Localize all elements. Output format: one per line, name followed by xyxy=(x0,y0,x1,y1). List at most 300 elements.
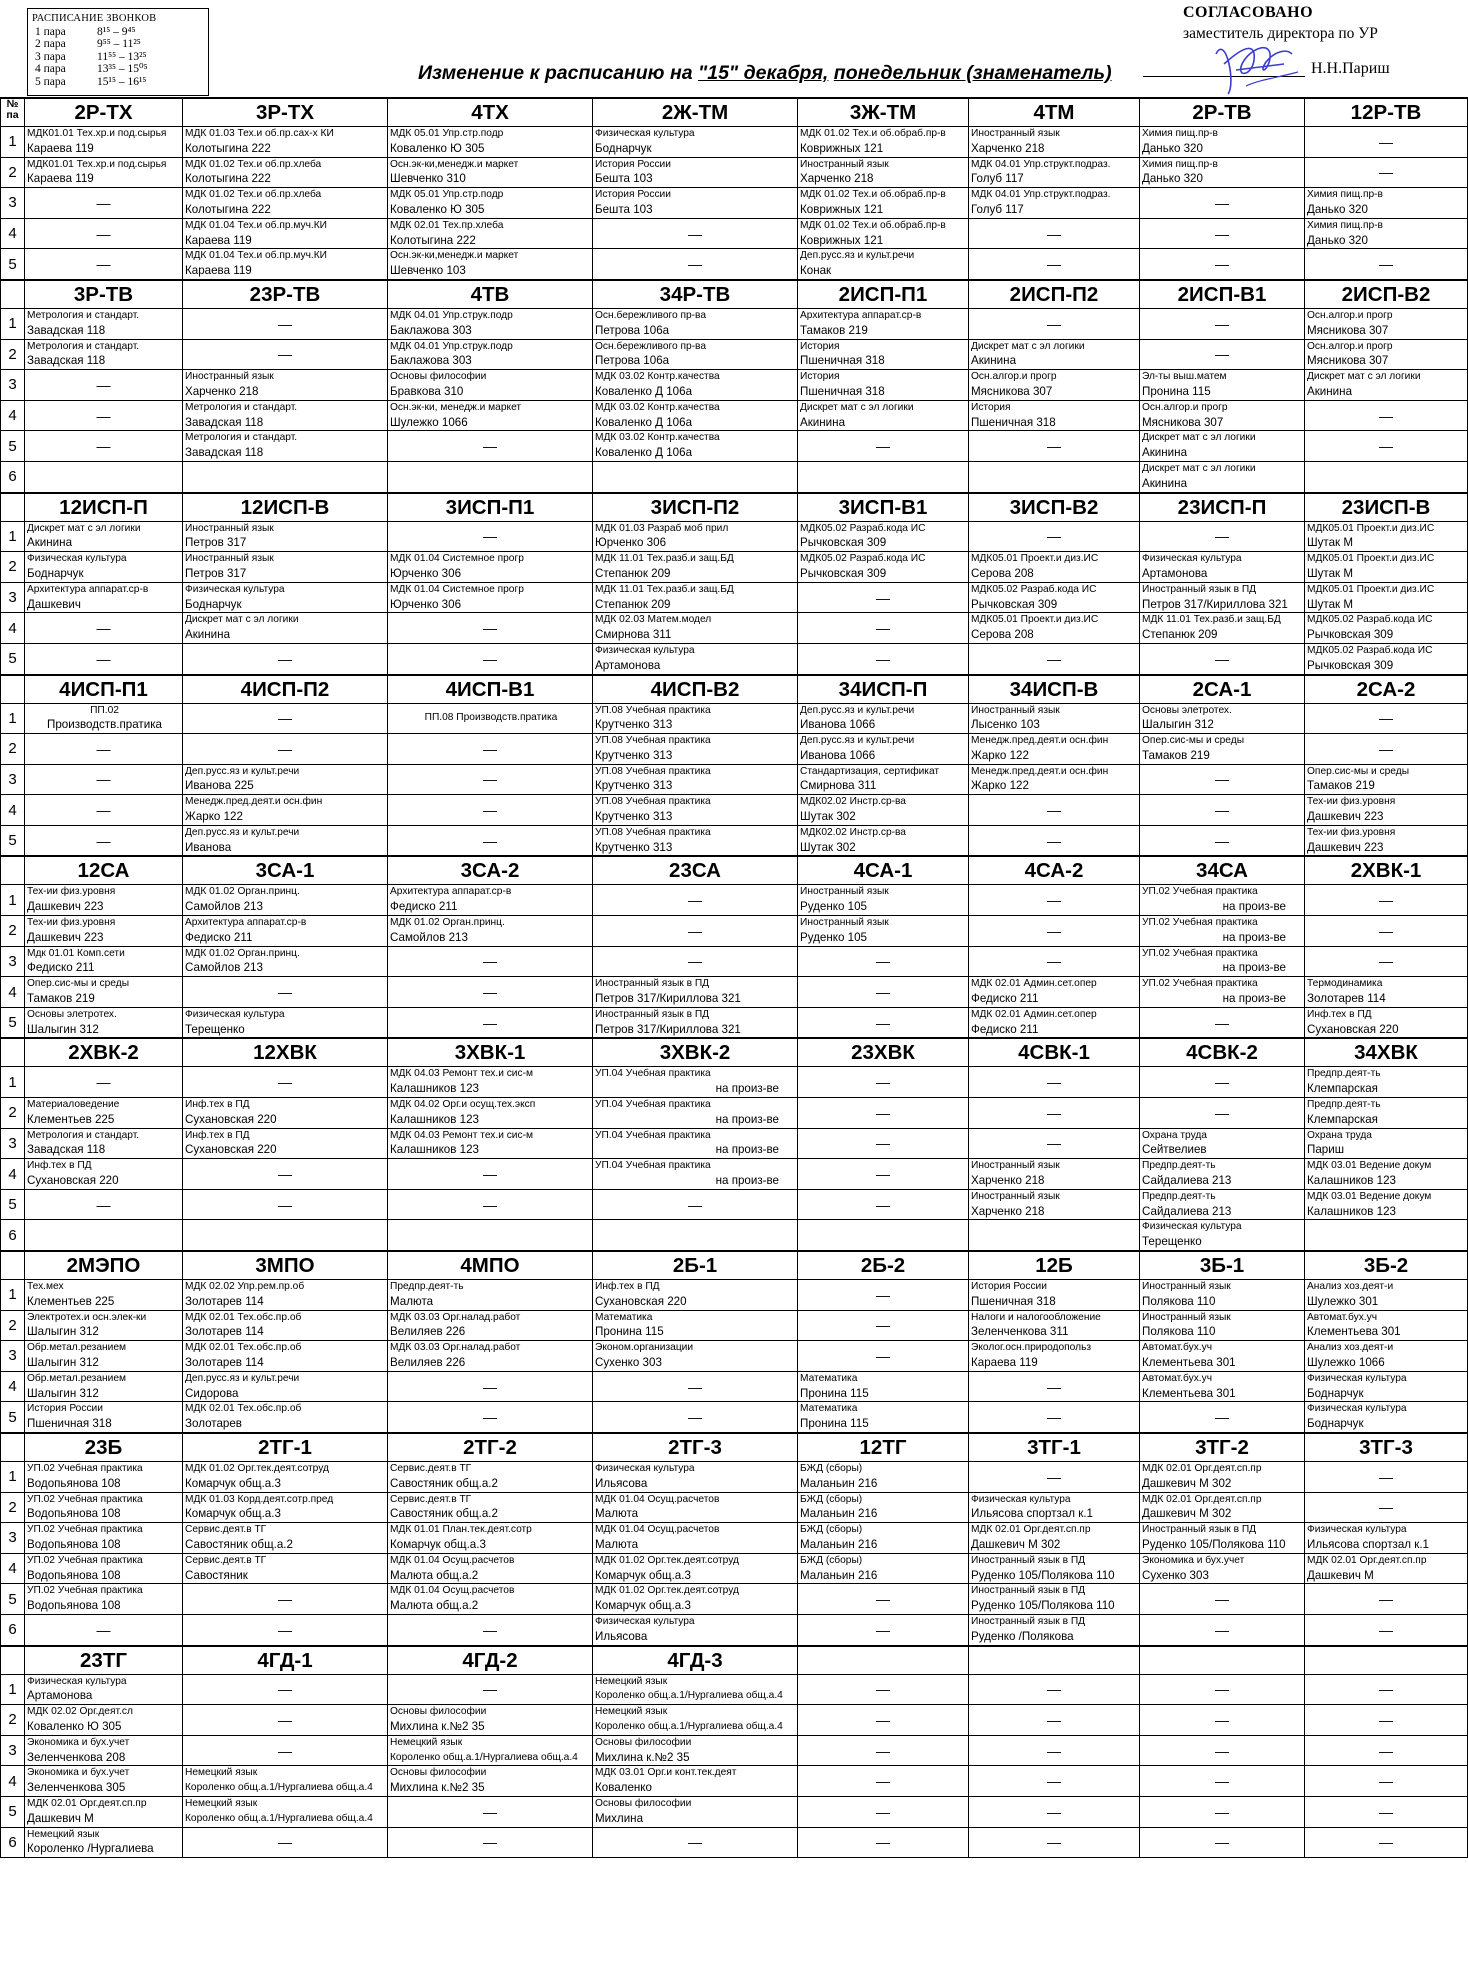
lesson-subject: Инф.тех в ПД xyxy=(1307,1008,1372,1020)
lesson-cell xyxy=(969,1523,1140,1554)
lesson-cell xyxy=(183,916,388,947)
lesson-teacher-room: Рычковская 309 xyxy=(800,566,887,580)
pair-number: 3 xyxy=(1,370,25,401)
empty-slot: — xyxy=(183,339,388,370)
empty-slot: — xyxy=(1140,1735,1305,1766)
lesson-teacher-room: Данько 320 xyxy=(1307,202,1368,216)
lesson-cell xyxy=(183,218,388,249)
empty-slot: — xyxy=(969,825,1140,856)
lesson-subject: Осн.бережливого пр-ва xyxy=(595,340,707,352)
lesson-subject: ПП.08 Производств.пратика xyxy=(424,711,558,723)
lesson-cell xyxy=(798,825,969,856)
lesson-cell xyxy=(25,1584,183,1615)
lesson-subject: Иностранный язык xyxy=(800,917,889,929)
lesson-teacher-room: Мясникова 307 xyxy=(1307,323,1389,337)
lesson-subject: Менедж.пред.деят.и осн.фин xyxy=(971,735,1109,747)
lesson-subject: МДК 01.02 Орган.принц. xyxy=(185,947,300,959)
lesson-teacher-room: Караева 119 xyxy=(27,172,94,186)
lesson-cell xyxy=(183,1280,388,1311)
empty-slot: — xyxy=(25,249,183,280)
pair-number: 1 xyxy=(1,1280,25,1311)
empty-slot: — xyxy=(183,977,388,1008)
lesson-teacher-room: Ильясова xyxy=(595,1629,648,1643)
lesson-subject: Мдк 01.01 Комп.сети xyxy=(27,947,125,959)
empty-slot: — xyxy=(388,1402,593,1433)
lesson-cell xyxy=(25,1705,183,1736)
lesson-teacher-room: Короленко общ.а.1/Нургалиева общ.а.4 xyxy=(595,1720,783,1732)
lesson-subject: УП.08 Учебная практика xyxy=(595,796,711,808)
empty-slot: — xyxy=(1140,1614,1305,1645)
lesson-subject: Физическая культура xyxy=(595,1615,695,1627)
lesson-row xyxy=(1,1310,1468,1341)
lesson-cell xyxy=(1305,1007,1468,1038)
lesson-subject: МДК05.02 Разраб.кода ИС xyxy=(1307,614,1433,626)
group-header: 2СА-1 xyxy=(1140,675,1305,704)
lesson-teacher-room: Дашкевич М 302 xyxy=(1142,1476,1232,1490)
empty-slot: — xyxy=(798,643,969,674)
lesson-row xyxy=(1,1341,1468,1372)
empty-slot: — xyxy=(1305,127,1468,158)
lesson-cell xyxy=(388,552,593,583)
lesson-cell xyxy=(388,1735,593,1766)
lesson-cell xyxy=(25,1766,183,1797)
lesson-cell xyxy=(183,1523,388,1554)
lesson-cell xyxy=(1305,1159,1468,1190)
lesson-cell xyxy=(1305,764,1468,795)
lesson-row xyxy=(1,582,1468,613)
lesson-cell xyxy=(593,977,798,1008)
lesson-cell xyxy=(593,1007,798,1038)
pair-number: 3 xyxy=(1,764,25,795)
lesson-cell xyxy=(25,127,183,158)
group-header xyxy=(1305,1646,1468,1675)
lesson-subject: Дискрет мат с эл логики xyxy=(1307,371,1421,383)
lesson-teacher-room: Терещенко xyxy=(185,1022,245,1036)
lesson-cell xyxy=(969,613,1140,644)
lesson-cell xyxy=(183,1007,388,1038)
lesson-teacher-room: Пшеничная 318 xyxy=(27,1417,112,1431)
lesson-cell xyxy=(1140,1280,1305,1311)
lesson-teacher-room: Шутак 302 xyxy=(800,840,856,854)
header-spacer xyxy=(1,675,25,704)
lesson-cell xyxy=(25,157,183,188)
lesson-teacher-room: Дашкевич М xyxy=(27,1811,94,1825)
lesson-row xyxy=(1,1523,1468,1554)
lesson-subject: Архитектура аппарат.ср-в xyxy=(185,917,307,929)
lesson-cell xyxy=(593,552,798,583)
lesson-teacher-room: Комарчук общ.а.3 xyxy=(185,1476,281,1490)
lesson-cell xyxy=(1140,734,1305,765)
lesson-row xyxy=(1,521,1468,552)
pair-number: 3 xyxy=(1,1523,25,1554)
lesson-teacher-room: Рычковская 309 xyxy=(1307,658,1394,672)
lesson-teacher-room: Караева 119 xyxy=(185,233,252,247)
bell-time: 11⁵⁵ – 13²⁵ xyxy=(97,50,147,63)
lesson-cell xyxy=(798,703,969,734)
empty-slot: — xyxy=(1305,1461,1468,1492)
lesson-row xyxy=(1,703,1468,734)
group-header: 4ИСП-П2 xyxy=(183,675,388,704)
lesson-row xyxy=(1,1128,1468,1159)
lesson-cell xyxy=(183,1371,388,1402)
group-header: 4ТВ xyxy=(388,280,593,309)
approval-heading: СОГЛАСОВАНО xyxy=(1183,4,1314,21)
lesson-teacher-room: на произ-ве xyxy=(1222,992,1286,1006)
lesson-row xyxy=(1,1705,1468,1736)
lesson-teacher-room: Пшеничная 318 xyxy=(971,1294,1056,1308)
lesson-subject: История России xyxy=(27,1403,103,1415)
lesson-row xyxy=(1,1220,1468,1251)
lesson-teacher-room: Золотарев 114 xyxy=(185,1294,264,1308)
empty-slot: — xyxy=(388,431,593,462)
lesson-teacher-room: Юрченко 306 xyxy=(390,597,462,611)
lesson-cell xyxy=(1305,339,1468,370)
page-title xyxy=(418,62,1138,85)
group-header: 3Ж-ТМ xyxy=(798,98,969,127)
empty-slot: — xyxy=(388,613,593,644)
lesson-subject: Деп.русс.яз и культ.речи xyxy=(185,765,300,777)
lesson-teacher-room: Артамонова xyxy=(1142,566,1208,580)
lesson-cell xyxy=(798,157,969,188)
lesson-subject: Осн.эк-ки,менедж.и маркет xyxy=(390,250,519,262)
empty-slot: — xyxy=(969,1402,1140,1433)
lesson-subject: Тех.мех xyxy=(27,1281,64,1292)
lesson-teacher-room: Руденко 105 xyxy=(800,930,867,944)
group-header: 12Р-ТВ xyxy=(1305,98,1468,127)
lesson-cell xyxy=(969,370,1140,401)
group-header: 3ТГ-2 xyxy=(1140,1433,1305,1462)
lesson-teacher-room: Клемпарская xyxy=(1307,1082,1378,1096)
lesson-cell xyxy=(25,521,183,552)
group-header: 2ИСП-В1 xyxy=(1140,280,1305,309)
lesson-subject: Иностранный язык xyxy=(1142,1281,1231,1292)
empty-slot: — xyxy=(1140,825,1305,856)
lesson-subject: История России xyxy=(971,1281,1047,1292)
lesson-cell xyxy=(593,1280,798,1311)
lesson-subject: УП.02 Учебная практика xyxy=(27,1554,143,1566)
lesson-teacher-room: Лысенко 103 xyxy=(971,718,1040,732)
lesson-cell xyxy=(388,1341,593,1372)
lesson-subject: Опер.сис-мы и среды xyxy=(1142,735,1245,747)
lesson-cell xyxy=(969,552,1140,583)
lesson-cell xyxy=(25,1796,183,1827)
lesson-teacher-room: Харченко 218 xyxy=(971,141,1045,155)
lesson-cell xyxy=(1140,370,1305,401)
empty-slot: — xyxy=(1305,885,1468,916)
lesson-teacher-room: Сухановская 220 xyxy=(595,1294,687,1308)
empty-slot: — xyxy=(969,249,1140,280)
group-header: 2Р-ТВ xyxy=(1140,98,1305,127)
lesson-teacher-room: Пшеничная 318 xyxy=(800,354,885,368)
lesson-teacher-room: Серова 208 xyxy=(971,566,1034,580)
lesson-subject: Менедж.пред.деят.и осн.фин xyxy=(971,765,1109,777)
lesson-cell xyxy=(593,157,798,188)
empty-slot: — xyxy=(798,1280,969,1311)
pair-number: 6 xyxy=(1,461,25,492)
lesson-subject: Предпр.деят-ть xyxy=(1142,1160,1216,1172)
lesson-cell xyxy=(1140,552,1305,583)
bell-pair: 4 пара xyxy=(35,63,66,76)
lesson-cell xyxy=(969,339,1140,370)
lesson-cell xyxy=(25,1280,183,1311)
lesson-cell xyxy=(25,339,183,370)
bell-pair: 5 пара xyxy=(35,75,66,88)
lesson-cell xyxy=(388,157,593,188)
lesson-row xyxy=(1,127,1468,158)
lesson-subject: Иностранный язык xyxy=(185,371,274,383)
lesson-teacher-room: Федиско 211 xyxy=(971,992,1039,1006)
lesson-teacher-room: Петров 317/Кириллова 321 xyxy=(595,1022,741,1036)
group-header: 3Б-2 xyxy=(1305,1251,1468,1280)
lesson-teacher-room: Боднарчук xyxy=(595,141,652,155)
lesson-cell xyxy=(388,1492,593,1523)
lesson-cell xyxy=(1140,613,1305,644)
lesson-subject: Обр.метал.резанием xyxy=(27,1372,127,1384)
empty-slot: — xyxy=(969,1067,1140,1098)
lesson-cell xyxy=(25,1827,183,1858)
lesson-cell xyxy=(1305,582,1468,613)
pair-number: 4 xyxy=(1,1553,25,1584)
lesson-subject: Физическая культура xyxy=(595,644,695,656)
lesson-cell xyxy=(593,127,798,158)
lesson-teacher-room: Петров 317 xyxy=(185,536,247,550)
empty-slot: — xyxy=(388,1827,593,1858)
lesson-cell xyxy=(25,1341,183,1372)
empty-slot: — xyxy=(25,1067,183,1098)
lesson-subject: Физическая культура xyxy=(1142,553,1242,565)
lesson-subject: МДК 03.02 Контр.качества xyxy=(595,401,720,413)
pair-number: 1 xyxy=(1,1674,25,1705)
lesson-cell xyxy=(1140,1310,1305,1341)
pair-number: 1 xyxy=(1,885,25,916)
lesson-subject: Метрология и стандарт. xyxy=(185,401,298,413)
empty-slot: — xyxy=(388,977,593,1008)
lesson-subject: МДК 01.04 Тех.и об.пр.муч.КИ xyxy=(185,250,327,262)
lesson-cell xyxy=(1140,1523,1305,1554)
lesson-subject: Осн.алгор.и прогр xyxy=(1307,309,1393,321)
lesson-teacher-room: Золотарев 114 xyxy=(1307,992,1386,1006)
pair-number-header: № па xyxy=(1,98,25,127)
lesson-cell xyxy=(25,916,183,947)
lesson-subject: Иностранный язык xyxy=(800,886,889,898)
lesson-cell xyxy=(1305,643,1468,674)
lesson-subject: МДК05.01 Проект.и диз.ИС xyxy=(971,614,1099,626)
pair-number: 6 xyxy=(1,1220,25,1251)
bell-row xyxy=(32,26,208,39)
lesson-teacher-room: Маланьин 216 xyxy=(800,1537,878,1551)
lesson-cell xyxy=(183,1492,388,1523)
lesson-teacher-room: Пшеничная 318 xyxy=(800,384,885,398)
lesson-subject: УП.08 Учебная практика xyxy=(595,704,711,716)
blank-slot xyxy=(388,461,593,492)
lesson-subject: УП.02 Учебная практика xyxy=(1142,917,1258,929)
lesson-teacher-room: Золотарев 114 xyxy=(185,1355,264,1369)
lesson-teacher-room: Тамаков 219 xyxy=(800,323,868,337)
lesson-teacher-room: Крутченко 313 xyxy=(595,779,673,793)
title-date: "15" декабря, xyxy=(698,62,829,84)
lesson-subject: Эл-ты выш.матем xyxy=(1142,371,1227,383)
lesson-subject: Опер.сис-мы и среды xyxy=(1307,765,1410,777)
lesson-teacher-room: Сухенко 303 xyxy=(1142,1568,1209,1582)
lesson-cell xyxy=(1140,1371,1305,1402)
lesson-teacher-room: Голуб 117 xyxy=(971,172,1024,186)
empty-slot: — xyxy=(1305,1827,1468,1858)
header-spacer xyxy=(1,1038,25,1067)
lesson-teacher-room: Федиско 211 xyxy=(971,1022,1039,1036)
lesson-subject: Математика xyxy=(595,1311,653,1323)
lesson-teacher-room: Голуб 117 xyxy=(971,202,1024,216)
group-header: 12ИСП-П xyxy=(25,493,183,522)
group-header: 34ИСП-П xyxy=(798,675,969,704)
lesson-teacher-room: Юрченко 306 xyxy=(390,566,462,580)
lesson-teacher-room: Маланьин 216 xyxy=(800,1507,878,1521)
lesson-subject: Эконом.организации xyxy=(595,1342,694,1354)
lesson-subject: Физическая культура xyxy=(27,553,127,565)
lesson-teacher-room: Тамаков 219 xyxy=(1142,748,1210,762)
lesson-teacher-room: Жарко 122 xyxy=(971,748,1029,762)
lesson-subject: МДК 01.04 Системное прогр xyxy=(390,583,524,595)
lesson-row xyxy=(1,1614,1468,1645)
lesson-teacher-room: Завадская 118 xyxy=(185,446,264,460)
lesson-cell xyxy=(388,1310,593,1341)
lesson-subject: МДК 01.03 Разраб моб прил xyxy=(595,522,729,534)
bell-schedule-box xyxy=(27,8,209,96)
lesson-teacher-room: Артамонова xyxy=(595,658,661,672)
empty-slot: — xyxy=(593,916,798,947)
lesson-subject: МДК 01.04 Системное прогр xyxy=(390,553,524,565)
lesson-teacher-room: Мясникова 307 xyxy=(971,384,1053,398)
lesson-subject: МДК 04.01 Упр.струк.подр xyxy=(390,340,513,352)
lesson-teacher-room: Иванова 225 xyxy=(185,779,254,793)
lesson-teacher-room: Харченко 218 xyxy=(971,1204,1045,1218)
lesson-subject: Тех-ии физ.уровня xyxy=(27,917,116,929)
lesson-subject: Иностранный язык xyxy=(971,1190,1060,1202)
lesson-teacher-room: Пронина 115 xyxy=(595,1325,664,1339)
lesson-cell xyxy=(388,370,593,401)
lesson-teacher-room: Калашников 123 xyxy=(390,1112,479,1126)
empty-slot: — xyxy=(1140,1705,1305,1736)
group-header: 34Р-ТВ xyxy=(593,280,798,309)
pair-number: 3 xyxy=(1,1128,25,1159)
lesson-cell xyxy=(1305,370,1468,401)
lesson-row xyxy=(1,339,1468,370)
lesson-teacher-room: Сайдалиева 213 xyxy=(1142,1204,1232,1218)
lesson-subject: Менедж.пред.деят.и осн.фин xyxy=(185,796,323,808)
lesson-cell xyxy=(798,552,969,583)
lesson-teacher-room: Шалыгин 312 xyxy=(1142,718,1214,732)
group-header: 2ТГ-3 xyxy=(593,1433,798,1462)
lesson-subject: Инф.тех в ПД xyxy=(27,1160,92,1172)
lesson-teacher-room: Караева 119 xyxy=(27,141,94,155)
lesson-subject: Дискрет мат с эл логики xyxy=(971,340,1085,352)
lesson-cell xyxy=(593,1341,798,1372)
lesson-cell xyxy=(593,734,798,765)
lesson-cell xyxy=(388,1553,593,1584)
lesson-teacher-room: Шалыгин 312 xyxy=(27,1386,99,1400)
lesson-cell xyxy=(25,1371,183,1402)
lesson-teacher-room: Ильясова xyxy=(595,1476,648,1490)
lesson-cell xyxy=(183,1553,388,1584)
lesson-teacher-room: Иванова xyxy=(185,840,232,854)
lesson-teacher-room: Коваленко Д 106а xyxy=(595,384,693,398)
lesson-cell xyxy=(593,370,798,401)
lesson-teacher-room: Сухановская 220 xyxy=(185,1143,277,1157)
empty-slot: — xyxy=(798,946,969,977)
pair-number: 1 xyxy=(1,703,25,734)
lesson-teacher-room: Михлина к.№2 35 xyxy=(595,1750,690,1764)
lesson-cell xyxy=(593,1796,798,1827)
lesson-cell xyxy=(183,157,388,188)
empty-slot: — xyxy=(969,1735,1140,1766)
empty-slot: — xyxy=(25,431,183,462)
lesson-cell xyxy=(593,613,798,644)
lesson-teacher-room: на произ-ве xyxy=(1222,961,1286,975)
lesson-teacher-room: Жарко 122 xyxy=(971,779,1029,793)
lesson-cell xyxy=(1140,157,1305,188)
lesson-cell xyxy=(183,431,388,462)
empty-slot: — xyxy=(1140,764,1305,795)
lesson-teacher-room: Зеленченкова 311 xyxy=(971,1325,1069,1339)
group-header-row xyxy=(1,280,1468,309)
lesson-subject: МДК 02.01 Тех.обс.пр.об xyxy=(185,1311,302,1323)
lesson-cell xyxy=(25,552,183,583)
lesson-subject: МДК 02.01 Тех.обс.пр.об xyxy=(185,1403,302,1415)
group-header xyxy=(1140,1646,1305,1675)
pair-number: 4 xyxy=(1,1766,25,1797)
lesson-subject: Физическая культура xyxy=(1307,1403,1407,1415)
lesson-cell xyxy=(25,946,183,977)
pair-number: 3 xyxy=(1,1341,25,1372)
lesson-cell xyxy=(969,1341,1140,1372)
lesson-teacher-room: Петров 317/Кириллова 321 xyxy=(595,992,741,1006)
lesson-teacher-room: на произ-ве xyxy=(1222,900,1286,914)
lesson-teacher-room: Клемпарская xyxy=(1307,1112,1378,1126)
lesson-subject: Осн.алгор.и прогр xyxy=(971,371,1057,383)
group-header: 3МПО xyxy=(183,1251,388,1280)
lesson-teacher-room: Завадская 118 xyxy=(185,415,264,429)
lesson-subject: Сервис.деят.в ТГ xyxy=(185,1554,267,1566)
pair-number: 1 xyxy=(1,127,25,158)
lesson-subject: МДК 11.01 Тех.разб.и защ.БД xyxy=(1142,614,1281,626)
lesson-cell xyxy=(798,916,969,947)
blank-slot xyxy=(593,1220,798,1251)
lesson-cell xyxy=(1305,1553,1468,1584)
lesson-subject: Иностранный язык xyxy=(971,1160,1060,1172)
lesson-subject: МДК01.01 Тех.хр.и под.сырья xyxy=(27,158,167,170)
group-header: 34ИСП-В xyxy=(969,675,1140,704)
lesson-teacher-room: на произ-ве xyxy=(715,1143,779,1157)
lesson-cell xyxy=(183,552,388,583)
lesson-subject: МДК05.02 Разраб.кода ИС xyxy=(800,522,926,534)
pair-number: 4 xyxy=(1,1159,25,1190)
empty-slot: — xyxy=(969,795,1140,826)
lesson-teacher-room: Баклажова 303 xyxy=(390,354,472,368)
lesson-subject: Автомат.бух.уч xyxy=(1307,1311,1378,1323)
lesson-teacher-room: Дашкевич М 302 xyxy=(971,1537,1061,1551)
empty-slot: — xyxy=(798,1584,969,1615)
lesson-cell xyxy=(593,795,798,826)
empty-slot: — xyxy=(969,1796,1140,1827)
lesson-subject: Предпр.деят-ть xyxy=(1307,1068,1381,1080)
lesson-subject: Электротех.и осн.элек-ки xyxy=(27,1311,147,1323)
group-header: 2ИСП-В2 xyxy=(1305,280,1468,309)
empty-slot: — xyxy=(1305,1735,1468,1766)
lesson-row xyxy=(1,613,1468,644)
lesson-cell xyxy=(388,1461,593,1492)
lesson-cell xyxy=(388,249,593,280)
lesson-subject: УП.02 Учебная практика xyxy=(27,1524,143,1536)
group-header: 4ГД-2 xyxy=(388,1646,593,1675)
